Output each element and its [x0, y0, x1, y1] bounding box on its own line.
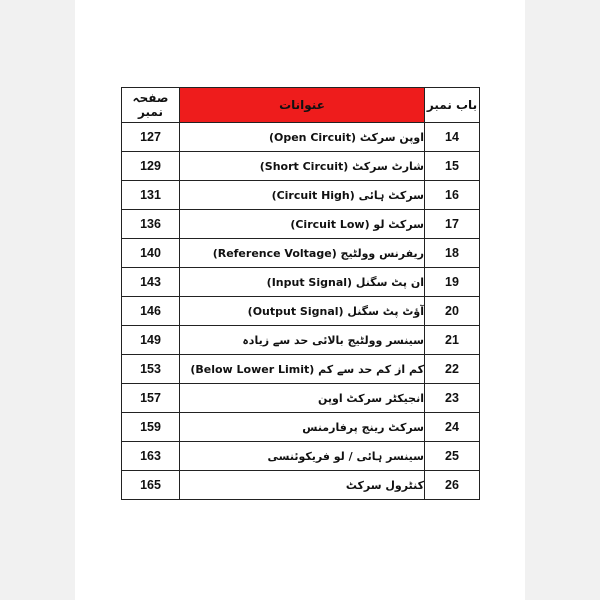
page-number-cell: 153 — [122, 355, 180, 384]
chapter-number-cell: 14 — [425, 123, 480, 152]
topic-title-cell: سرکٹ ہائی (Circuit High) — [180, 181, 425, 210]
topic-title-cell: ریفرنس وولٹیج (Reference Voltage) — [180, 239, 425, 268]
page-number-cell: 140 — [122, 239, 180, 268]
table-row — [122, 239, 480, 268]
chapter-number-cell: 25 — [425, 442, 480, 471]
chapter-number-cell: 19 — [425, 268, 480, 297]
document-page — [75, 0, 525, 600]
chapter-number-cell: 23 — [425, 384, 480, 413]
topic-title-cell: آؤٹ پٹ سگنل (Output Signal) — [180, 297, 425, 326]
topic-title-cell: شارٹ سرکٹ (Short Circuit) — [180, 152, 425, 181]
topic-title-cell: ان پٹ سگنل (Input Signal) — [180, 268, 425, 297]
table-row — [122, 442, 480, 471]
header-row — [122, 88, 480, 123]
chapter-number-cell: 16 — [425, 181, 480, 210]
page-number-cell: 146 — [122, 297, 180, 326]
page-number-cell: 163 — [122, 442, 180, 471]
topic-title-cell: کم از کم حد سے کم (Below Lower Limit) — [180, 355, 425, 384]
page-number-header: صفحہ نمبر — [122, 88, 180, 123]
topic-title-cell: سرکٹ لو (Circuit Low) — [180, 210, 425, 239]
table-row — [122, 384, 480, 413]
topic-title-cell: سینسر وولٹیج بالائی حد سے زیادہ — [180, 326, 425, 355]
chapter-number-cell: 20 — [425, 297, 480, 326]
table-row — [122, 268, 480, 297]
chapter-number-cell: 26 — [425, 471, 480, 500]
page-number-cell: 157 — [122, 384, 180, 413]
topic-title-cell: سرکٹ رینج پرفارمنس — [180, 413, 425, 442]
chapter-number-cell: 17 — [425, 210, 480, 239]
page-number-cell: 159 — [122, 413, 180, 442]
page-number-cell: 143 — [122, 268, 180, 297]
topic-title-cell: سینسر ہائی / لو فریکوئنسی — [180, 442, 425, 471]
table-row — [122, 355, 480, 384]
table-row — [122, 326, 480, 355]
table-row — [122, 210, 480, 239]
page-number-cell: 165 — [122, 471, 180, 500]
page-number-cell: 149 — [122, 326, 180, 355]
table-of-contents — [121, 87, 480, 500]
chapter-number-cell: 22 — [425, 355, 480, 384]
topic-title-cell: انجیکٹر سرکٹ اوپن — [180, 384, 425, 413]
page-number-cell: 131 — [122, 181, 180, 210]
chapter-number-cell: 24 — [425, 413, 480, 442]
page-number-cell: 129 — [122, 152, 180, 181]
table-row — [122, 152, 480, 181]
table-row — [122, 123, 480, 152]
chapter-number-cell: 21 — [425, 326, 480, 355]
table-row — [122, 297, 480, 326]
table-row — [122, 471, 480, 500]
chapter-number-cell: 15 — [425, 152, 480, 181]
table-row — [122, 181, 480, 210]
topic-title-cell: کنٹرول سرکٹ — [180, 471, 425, 500]
table-row — [122, 413, 480, 442]
chapter-number-cell: 18 — [425, 239, 480, 268]
topic-title-cell: اوپن سرکٹ (Open Circuit) — [180, 123, 425, 152]
chapter-number-header: باب نمبر — [425, 88, 480, 123]
page-number-cell: 136 — [122, 210, 180, 239]
page-number-cell: 127 — [122, 123, 180, 152]
topics-header: عنوانات — [180, 88, 425, 123]
